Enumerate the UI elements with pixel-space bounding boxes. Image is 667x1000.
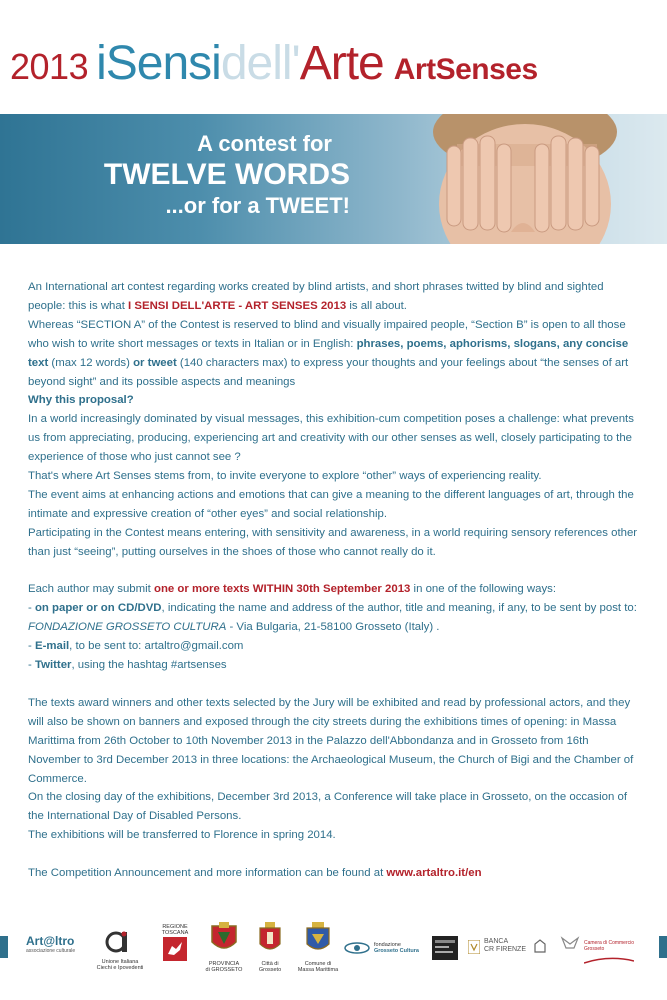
option-email-text: , to be sent to: artaltro@gmail.com	[69, 640, 244, 653]
artaltro-logo	[26, 934, 90, 954]
grosseto-crest-icon	[255, 922, 285, 956]
aquila-logo	[560, 932, 580, 957]
title-arte: Arte	[299, 37, 384, 90]
foundation-address: - Via Bulgaria, 21-58100 Grosseto (Italy) .	[226, 621, 440, 634]
option-dash: -	[28, 602, 35, 615]
why-heading: Why this proposal?	[28, 394, 134, 407]
artaltro-name: Art@ltro	[26, 934, 75, 948]
intro-text: An International art contest regarding works created by blind artists, and short phrases twitted by blind and sighted people: this is what	[28, 281, 604, 312]
eye-icon	[344, 942, 370, 954]
citta-grosseto-logo	[255, 922, 285, 973]
provincia-line-1: PROVINCIA	[208, 961, 240, 967]
uici-emblem-icon	[94, 930, 146, 954]
pegasus-icon	[160, 936, 190, 962]
spacer	[28, 562, 640, 581]
website-link[interactable]: www.artaltro.it/en	[386, 867, 482, 880]
uici-line-2: Ciechi e Ipovedenti	[96, 965, 144, 971]
face-covering-eyes-image	[407, 114, 627, 244]
camera-swoosh-icon	[584, 955, 634, 965]
sections-paragraph	[28, 316, 640, 392]
conference-paragraph: On the closing day of the exhibitions, December 3rd 2013, a Conference will take place in Grosseto, on the occasion of the International Day of Disabled Persons.	[28, 791, 627, 823]
header	[0, 0, 667, 114]
exhibition-paragraph: The texts award winners and other texts selected by the Jury will be exhibited and read by professional actors, and they will also be shown on banners and exposed through the city streets during the exhibitions times of opening: in Massa Marittima from 26th October to 10th November 2013 in the Palazzo dell'Abbondanza and in Grosseto from 16th November to 3rd December 2013 in three locations: the Archaeological Museum, the Church of Bigi and the Chamber of Commerce.	[28, 696, 634, 785]
museum-icon	[432, 936, 458, 960]
option-post-label: on paper or on CD/DVD	[34, 602, 162, 615]
massa-line-2: Massa Marittima	[297, 967, 339, 973]
banner-line-2: TWELVE WORDS	[103, 158, 350, 191]
florence-paragraph: The exhibitions will be transferred to Florence in spring 2014.	[28, 829, 336, 842]
provincia-crest-icon	[204, 922, 244, 956]
info-paragraph	[28, 864, 640, 883]
challenge-paragraph: In a world increasingly dominated by visual messages, this exhibition-cum competition poses a challenge: what prevents us from appreciating, producing, experiencing art and creativity with our other senses as well, closely participating to the experience of those who just cannot see ?	[28, 413, 634, 464]
fondazione-line-2: Grosseto Cultura	[374, 948, 419, 954]
banca-lion-icon	[532, 938, 548, 954]
sections-text: Whereas “SECTION A” of the Contest is reserved to blind and visually impaired people, “Section B” is open to all those who wish to write short messages or texts in Italian or in English:	[28, 318, 626, 350]
option-email-label: E-mail	[34, 640, 70, 653]
submission-text-end: in one of the following ways:	[410, 583, 557, 596]
info-text: The Competition Announcement and more information can be found at	[28, 867, 387, 880]
intro-text-end: is all about.	[346, 299, 407, 312]
banca-emblem-icon	[468, 940, 480, 954]
foundation-name: FONDAZIONE GROSSETO CULTURA	[28, 621, 227, 634]
hero-banner	[0, 114, 667, 244]
banca-line-1: BANCA	[484, 938, 509, 945]
regione-line-2: TOSCANA	[161, 930, 189, 936]
article-body	[28, 278, 640, 883]
provincia-line-2: di GROSSETO	[205, 967, 243, 973]
option-post	[28, 599, 640, 637]
title-artsenses: ArtSenses	[393, 53, 538, 86]
sections-bold-2: or tweet	[133, 356, 177, 369]
massa-crest-icon	[296, 922, 340, 956]
banca-line-2: CR FIRENZE	[484, 946, 526, 953]
contest-name: I SENSI DELL'ARTE - ART SENSES 2013	[128, 299, 347, 312]
option-dash: -	[28, 659, 35, 672]
massa-line-1: Comune di	[304, 961, 332, 967]
grosseto-line-1: Città di	[261, 961, 279, 967]
participating-paragraph: Participating in the Contest means entering, with sensitivity and awareness, in a world requiring sensory references other than just “seeing”, putting ourselves in the shoes of those who cannot really do it.	[28, 526, 638, 558]
artaltro-subtitle: associazione culturale	[26, 948, 76, 954]
grosseto-line-2: Grosseto	[258, 967, 282, 973]
comune-massa-logo	[296, 922, 340, 973]
submission-paragraph	[28, 580, 640, 599]
spacer	[28, 845, 640, 864]
regione-toscana-logo	[160, 924, 190, 967]
intro-paragraph	[28, 278, 640, 316]
option-twitter-label: Twitter	[34, 659, 72, 672]
deadline-text: one or more texts WITHIN 30th September 2013	[154, 583, 411, 596]
sponsor-footer	[0, 924, 667, 980]
option-post-text: , indicating the name and address of the author, title and meaning, if any, to be sent by post to:	[161, 602, 637, 615]
title-isensi: iSensi	[96, 37, 221, 90]
footer-bar-left	[0, 936, 8, 958]
spacer	[28, 675, 640, 694]
provincia-grosseto-logo	[204, 922, 244, 973]
uici-line-1: Unione Italiana	[101, 959, 139, 965]
aims-paragraph: The event aims at enhancing actions and emotions that can give a meaning to the different languages of art, through the intimate and expressive creation of “other eyes” and social relationship.	[28, 488, 634, 520]
option-dash: -	[28, 640, 35, 653]
title-dell: dell'	[220, 37, 300, 90]
banner-line-1: A contest for	[197, 131, 332, 156]
option-twitter	[28, 656, 640, 675]
footer-bar-right	[659, 936, 667, 958]
stems-paragraph: That's where Art Senses stems from, to invite everyone to explore “other” ways of experiencing reality.	[28, 470, 542, 483]
option-twitter-text: , using the hashtag #artsenses	[71, 659, 227, 672]
eagle-icon	[560, 932, 580, 952]
regione-line-1: REGIONE	[162, 924, 188, 930]
option-email	[28, 637, 640, 656]
title-year: 2013	[10, 46, 89, 87]
fondazione-line-1: fondazione	[374, 942, 401, 948]
camera-line-1: Camera di Commercio	[584, 940, 635, 946]
sections-text-3: (140 characters max) to express your thoughts and your feelings about “the senses of art beyond sight” and its possible aspects and meanings	[28, 356, 629, 388]
banner-text	[60, 130, 350, 220]
sections-bold-1: phrases, poems, aphorisms, slogans, any concise text	[28, 337, 629, 369]
camera-commercio-logo	[584, 940, 644, 970]
banner-line-3: ...or for a TWEET!	[165, 193, 350, 218]
camera-line-2: Grosseto	[584, 946, 605, 952]
page-title	[10, 37, 538, 90]
museum-logo	[432, 936, 458, 965]
sections-text-2: (max 12 words)	[48, 356, 134, 369]
submission-text: Each author may submit	[28, 583, 154, 596]
uici-logo	[94, 930, 146, 971]
